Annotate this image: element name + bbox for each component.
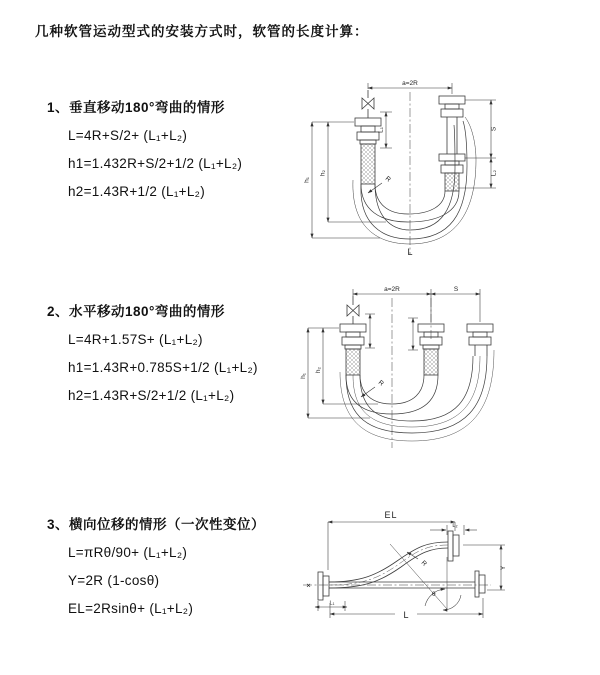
dim-label-h1: h₁ — [300, 373, 307, 379]
dim-label-s: S — [453, 286, 459, 293]
formula-line: EL=2Rsinθ+ (L₁+L₂) — [68, 601, 194, 616]
dim-label-span: a=2R — [384, 286, 400, 293]
dim-label-l1: L₁ — [329, 600, 335, 607]
hose-drawing — [303, 531, 491, 609]
dim-label-h2: h₂ — [315, 366, 322, 374]
formula-line: L=4R+S/2+ (L₁+L₂) — [68, 128, 188, 143]
section-2-heading: 2、水平移动180°弯曲的情形 — [47, 304, 225, 319]
formula-line: h2=1.43R+S/2+1/2 (L₁+L₂) — [68, 388, 235, 403]
dim-label-el: EL — [384, 510, 398, 520]
section-lateral-displacement — [47, 517, 265, 617]
formula-line: h1=1.43R+0.785S+1/2 (L₁+L₂) — [68, 360, 258, 375]
dim-label-r: R — [419, 559, 428, 568]
middle-pipe-fitting — [418, 324, 444, 375]
dim-label-y: Y — [500, 565, 507, 571]
formula-line: L=πRθ/90+ (L₁+L₂) — [68, 545, 188, 560]
left-pipe-fitting — [340, 324, 366, 375]
dim-label-span: a=2R — [402, 80, 418, 87]
dim-label-r: R — [376, 379, 385, 388]
section-1-heading: 1、垂直移动180°弯曲的情形 — [47, 100, 225, 115]
page-title: 几种软管运动型式的安装方式时，软管的长度计算： — [35, 24, 369, 39]
hose-drawing — [353, 90, 476, 254]
centerline-mark: ✕ — [306, 583, 312, 590]
diagram-labels — [306, 510, 507, 620]
lower-right-flange — [475, 571, 485, 597]
upper-right-flange — [448, 531, 459, 561]
diagram-horizontal-180-bend — [296, 280, 542, 462]
moved-pipe-fitting — [467, 324, 493, 356]
section-3-heading: 3、横向位移的情形（一次性变位） — [47, 517, 266, 532]
s-curve-hose — [329, 542, 448, 588]
formula-line: h2=1.43R+1/2 (L₁+L₂) — [68, 184, 206, 199]
dim-label-l1: L₁ — [377, 127, 385, 133]
dim-label-r: R — [383, 175, 392, 184]
formula-line: h1=1.432R+S/2+1/2 (L₁+L₂) — [68, 156, 243, 171]
valve-icon — [362, 98, 374, 109]
diagram-vertical-180-bend — [298, 76, 530, 258]
right-pipe-fitting — [439, 96, 465, 191]
left-flange — [318, 572, 329, 600]
section-horizontal-movement — [47, 304, 258, 404]
formula-line: Y=2R (1-cosθ) — [68, 573, 160, 588]
valve-icon — [347, 305, 359, 316]
dim-label-l2: L₂ — [452, 523, 458, 529]
dim-label-l2: L₂ — [490, 169, 498, 177]
dim-label-theta: θ — [432, 591, 436, 598]
dim-label-l: L — [407, 247, 413, 257]
dimension-lines — [315, 522, 505, 618]
section-vertical-movement — [47, 100, 242, 200]
dimension-lines — [312, 83, 496, 238]
dim-label-h2: h₂ — [319, 169, 327, 177]
dimension-lines — [308, 289, 480, 418]
dim-label-l: L — [403, 610, 409, 620]
angle-construction — [390, 544, 447, 609]
dim-label-s: S — [490, 126, 498, 132]
dim-label-h1: h₁ — [303, 177, 311, 183]
formula-line: L=4R+1.57S+ (L₁+L₂) — [68, 332, 203, 347]
diagram-labels — [304, 80, 498, 257]
hose-drawing — [340, 296, 494, 448]
diagram-lateral-displacement — [295, 497, 547, 637]
